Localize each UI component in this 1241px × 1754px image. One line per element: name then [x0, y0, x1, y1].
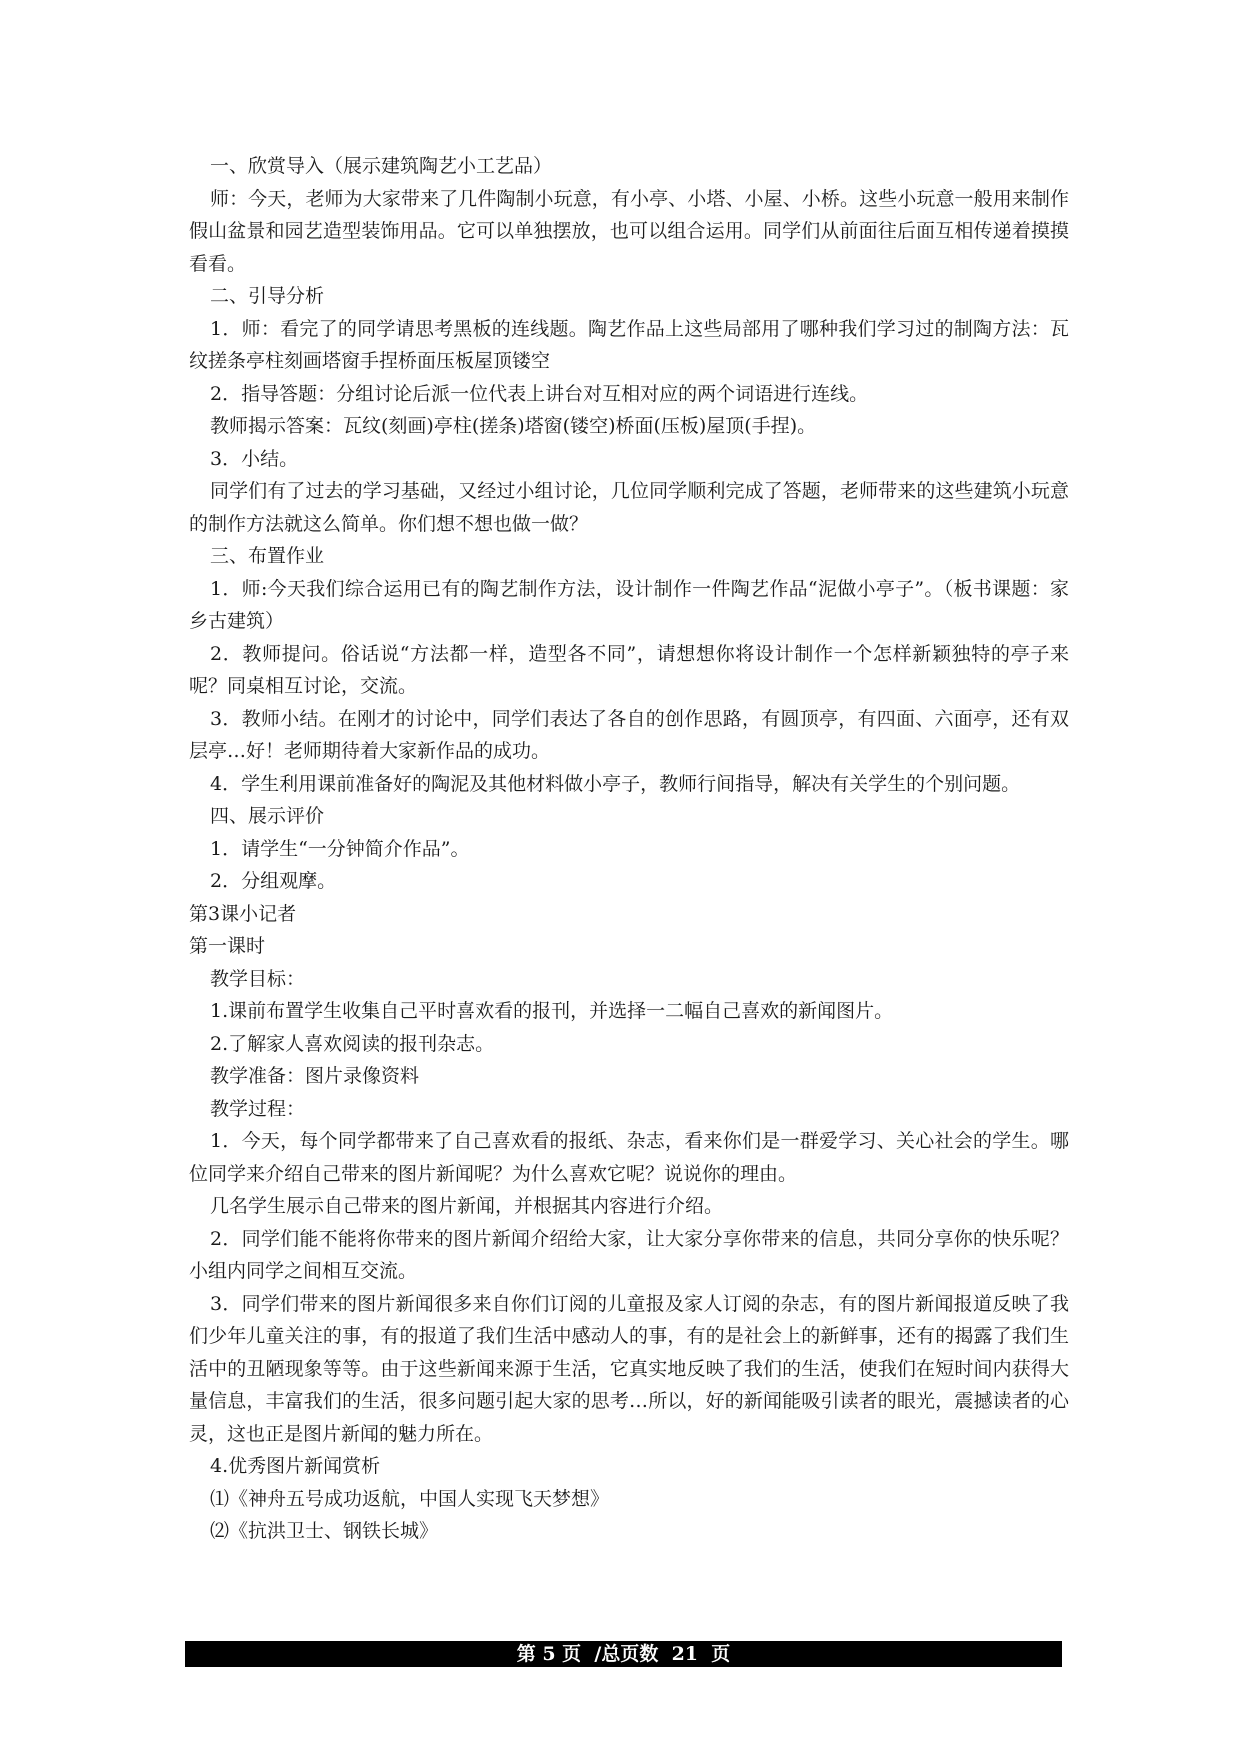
paragraph: 教学过程：	[210, 1097, 306, 1120]
paragraph: 3．教师小结。在刚才的讨论中，同学们表达了各自的创作思路，有圆顶亭，有四面、六面亭，还有双层亭…好！老师期待着大家新作品的成功。	[189, 707, 1069, 762]
paragraph: 4.优秀图片新闻赏析	[210, 1455, 381, 1477]
section-heading-3: 三、布置作业	[210, 545, 325, 567]
paragraph: 1．今天，每个同学都带来了自己喜欢看的报纸、杂志，看来你们是一群爱学习、关心社会的学生。哪位同学来介绍自己带来的图片新闻呢？为什么喜欢它呢？说说你的理由。	[189, 1130, 1069, 1185]
lesson-title: 第3课小记者	[189, 902, 297, 925]
list-item: ⑵《抗洪卫士、钢铁长城》	[210, 1520, 439, 1542]
page-number: 第 5 页 /总页数 21 页	[516, 1643, 731, 1665]
paragraph: 教师揭示答案：瓦纹(刻画)亭柱(搓条)塔窗(镂空)桥面(压板)屋顶(手捏)。	[210, 415, 817, 437]
section-heading-4: 四、展示评价	[210, 805, 325, 827]
section-heading-2: 二、引导分析	[210, 285, 325, 307]
paragraph: 4．学生利用课前准备好的陶泥及其他材料做小亭子，教师行间指导，解决有关学生的个别问题。	[210, 772, 1021, 795]
paragraph: 3．同学们带来的图片新闻很多来自你们订阅的儿童报及家人订阅的杂志，有的图片新闻报道反映了我们少年儿童关注的事，有的报道了我们生活中感动人的事，有的是社会上的新鲜事，还有的揭露了我们生活中的丑陋现象等等。由于这些新闻来源于生活，它真实地反映了我们的生活，使我们在短时间内获得大量信息，丰富我们的生活，很多问题引起大家的思考…所以，好的新闻能吸引读者的眼光，震撼读者的心灵，这也正是图片新闻的魅力所在。	[189, 1292, 1069, 1445]
paragraph: 2．同学们能不能将你带来的图片新闻介绍给大家，让大家分享你带来的信息，共同分享你的快乐呢？小组内同学之间相互交流。	[189, 1227, 1069, 1282]
section-heading-1: 一、欣赏导入（展示建筑陶艺小工艺品）	[210, 155, 553, 177]
paragraph: 1．师：看完了的同学请思考黑板的连线题。陶艺作品上这些局部用了哪种我们学习过的制陶方法：瓦纹搓条亭柱刻画塔窗手捏桥面压板屋顶镂空	[189, 317, 1069, 372]
paragraph: 几名学生展示自己带来的图片新闻，并根据其内容进行介绍。	[210, 1195, 724, 1217]
paragraph: 教学准备：图片录像资料	[210, 1065, 420, 1087]
paragraph: 1.课前布置学生收集自己平时喜欢看的报刊，并选择一二幅自己喜欢的新闻图片。	[210, 1000, 894, 1022]
period-title: 第一课时	[189, 935, 266, 957]
page-footer	[185, 1641, 1062, 1667]
paragraph: 2．分组观摩。	[210, 870, 337, 892]
paragraph: 3．小结。	[210, 447, 299, 470]
document-body	[189, 150, 1069, 1548]
paragraph: 1．师:今天我们综合运用已有的陶艺制作方法，设计制作一件陶艺作品“泥做小亭子”。（板书课题：家乡古建筑）	[189, 577, 1069, 632]
paragraph: 2．教师提问。俗话说“方法都一样，造型各不同”，请想想你将设计制作一个怎样新颖独特的亭子来呢？同桌相互讨论，交流。	[189, 642, 1069, 697]
paragraph: 教学目标：	[210, 967, 306, 990]
paragraph: 同学们有了过去的学习基础，又经过小组讨论，几位同学顺利完成了答题，老师带来的这些建筑小玩意的制作方法就这么简单。你们想不想也做一做？	[189, 480, 1069, 535]
paragraph: 1．请学生“一分钟简介作品”。	[210, 837, 470, 860]
paragraph: 2．指导答题：分组讨论后派一位代表上讲台对互相对应的两个词语进行连线。	[210, 382, 869, 405]
list-item: ⑴《神舟五号成功返航，中国人实现飞天梦想》	[210, 1487, 610, 1510]
paragraph: 2.了解家人喜欢阅读的报刊杂志。	[210, 1032, 495, 1055]
paragraph: 师：今天，老师为大家带来了几件陶制小玩意，有小亭、小塔、小屋、小桥。这些小玩意一般用来制作假山盆景和园艺造型装饰用品。它可以单独摆放，也可以组合运用。同学们从前面往后面互相传递着摸摸看看。	[189, 187, 1069, 275]
